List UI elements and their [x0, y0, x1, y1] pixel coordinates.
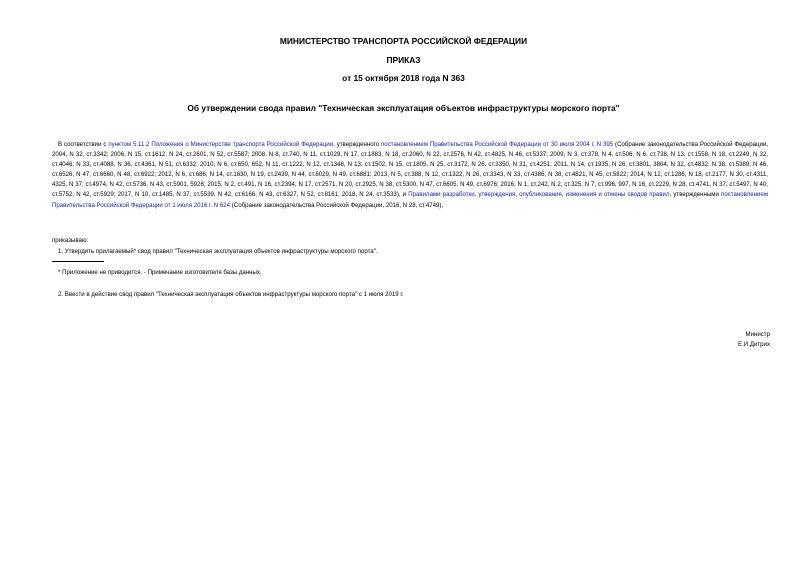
link-government-decree-624[interactable]: постановлением Правительства Российской Федерации от 1 июля 2016 г. N 624: [52, 191, 769, 209]
signature-position: Министр: [745, 331, 770, 338]
footnote-text: * Приложение не приводится. - Примечание изготовителя базы данных.: [58, 269, 262, 276]
order-word: приказываю:: [52, 237, 89, 244]
signature-name: Е.И.Дитрих: [738, 341, 770, 348]
order-item-2: 2. Ввести в действие свод правил "Техническая эксплуатация объектов инфраструктуры морского порта" с 1 июля 2019 г.: [58, 291, 404, 298]
doc-type-heading: ПРИКАЗ: [386, 55, 421, 65]
date-number-heading: от 15 октября 2018 года N 363: [342, 73, 465, 83]
link-government-decree-395[interactable]: постановлением Правительства Российской Федерации от 30 июля 2004 г. N 395: [381, 141, 614, 148]
ministry-heading: МИНИСТЕРСТВО ТРАНСПОРТА РОССИЙСКОЙ ФЕДЕРАЦИИ: [279, 36, 528, 46]
preamble-text-5: (Собрание законодательства Российской Федерации, 2016, N 28, ст.4749),: [230, 201, 444, 209]
link-ministry-regulation[interactable]: пунктом 5.11.2 Положения о Министерстве транспорта Российской Федерации: [108, 141, 334, 148]
preamble-text-4: , утвержденными: [669, 191, 722, 199]
order-title: Об утверждении свода правил "Техническая эксплуатация объектов инфраструктуры морского порта": [187, 103, 620, 113]
link-rules-for-codes[interactable]: Правилами разработки, утверждения, опубликования, изменения и отмены сводов правил: [408, 191, 670, 199]
preamble-text-3: (Собрание законодательства Российской Федерации, 2004, N 32, ст.3342; 2006, N 15, ст.1612, N 24, ст.2601, N 52, ст.5587; 2008, N 8, ст.740, N 11, ст.1029, N 17, ст.1883, N 18, ст.2060, N 22, ст.2576, N 42, ст.4825, N 46, ст.5337; 2009, N 3, ст.378, N 4, ст.506, N 6, ст.738, N 13, ст.1558, N 18, ст.2249, N 32, ст.4046, N 33, ст.4088, N 36, ст.4361, N 51, ст.6332; 2010, N 6, ст.650, 652, N 11, ст.1222, N 12, ст.1348, N 13, ст.1502, N 15, ст.1805, N 25, ст.3172, N 26, ст.3350, N 31, ст.4251; 2011, N 14, ст.1935, N 26, ст.3801, 3804, N 32, ст.4832, N 38, ст.5389, N 46, ст.6526, N 47, ст.6660, N 48, ст.6922; 2012, N 6, ст.686, N 14, ст.1630, N 19, ст.2439, N 44, ст.6029, N 49, ст.6881; 2013, N 5, ст.388, N 12, ст.1322, N 26, ст.3343, N 33, ст.4386, N 38, ст.4821, N 45, ст.5822; 2014, N 12, ст.1286, N 18, ст.2177, N 30, ст.4311, 4325, N 37, ст.4974, N 42, ст.5736, N 43, ст.5901, 5926; 2015, N 2, ст.491, N 16, ст.2394, N 17, ст.2571, N 20, ст.2925, N 38, ст.5300, N 47, ст.6605, N 49, ст.6976; 2016, N 1, ст.242, N 2, ст.325, N 7, ст.996, 997, N 16, ст.2229, N 28, ст.4741, N 37, ст.5497, N 40, ст.5752, N 42, ст.5929; 2017, N 10, ст.1485, N 37, ст.5539, N 42, ст.6166, N 43, ст.6327, N 52, ст.8161; 2018, N 24, ст.3533), и: [52, 141, 769, 199]
footnote-divider: [52, 261, 104, 262]
preamble-paragraph: [52, 140, 768, 211]
order-item-1: 1. Утвердить прилагаемый* свод правил "Техническая эксплуатация объектов инфраструктуры морского порта".: [58, 248, 378, 255]
preamble-text-2: , утвержденного: [333, 141, 381, 148]
preamble-text-1: В соответствии с: [58, 141, 109, 148]
